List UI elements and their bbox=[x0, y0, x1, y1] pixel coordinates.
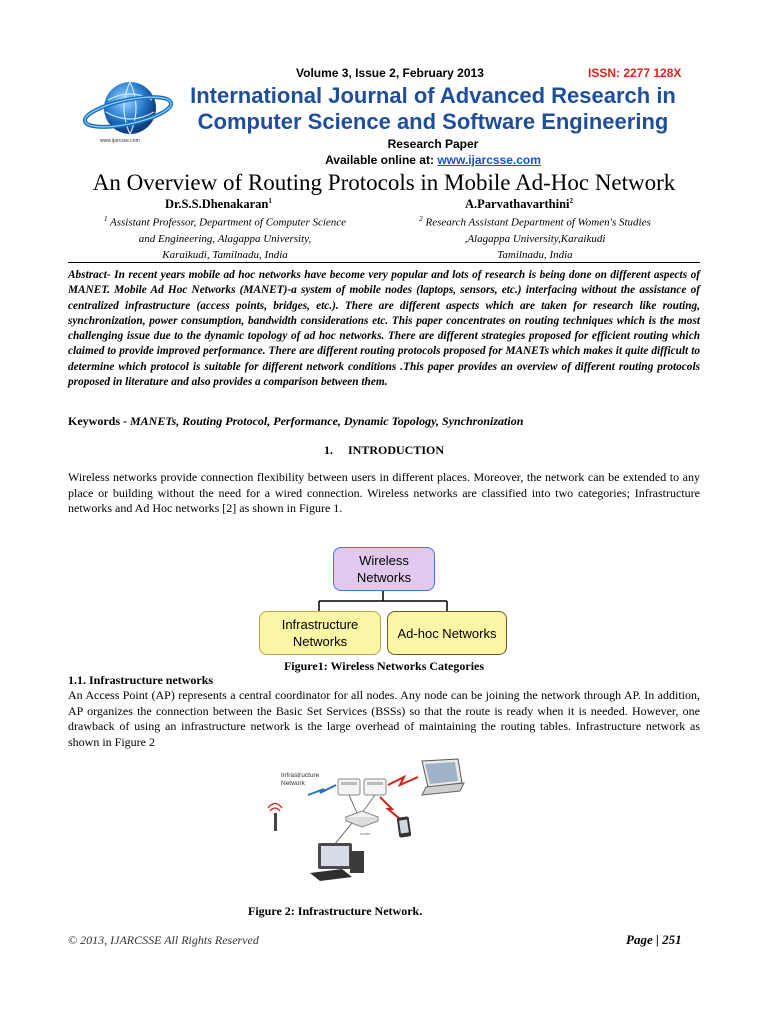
figure2-illustration bbox=[262, 755, 472, 893]
author-2-name: A.Parvathavarthini$^2$ bbox=[465, 197, 574, 212]
intro-paragraph: Wireless networks provide connection flexibility between users in different places. Moreover, the network can be extended to any place or building without the need for a wired connection. Wireless networks are classified into two categories; Infrastructure networks and Ad Hoc networks [2] as shown in Figure 1. bbox=[68, 470, 700, 515]
logo-caption: www.ijarcsse.com bbox=[100, 138, 140, 144]
lightning-link-icon bbox=[308, 785, 336, 795]
figure1-diagram bbox=[255, 545, 515, 657]
available-online bbox=[150, 153, 716, 167]
antenna-icon bbox=[268, 804, 282, 832]
figure2-caption: Figure 2: Infrastructure Network. bbox=[248, 904, 423, 918]
paper-type: Research Paper bbox=[387, 137, 479, 151]
access-point-icon bbox=[338, 779, 386, 795]
issn: ISSN: 2277 128X bbox=[588, 66, 682, 80]
laptop-icon bbox=[422, 759, 464, 795]
desktop-icon bbox=[310, 843, 364, 881]
network-drawing bbox=[262, 755, 472, 893]
paper-title: An Overview of Routing Protocols in Mobile Ad-Hoc Network bbox=[92, 170, 676, 195]
figure1-caption: Figure1: Wireless Networks Categories bbox=[283, 659, 485, 673]
adhoc-networks-box: Ad-hoc Networks bbox=[387, 611, 507, 655]
journal-title-line2: Computer Science and Software Engineering bbox=[197, 109, 669, 134]
abstract: Abstract- In recent years mobile ad hoc networks have become very popular and lots of research is being done on different aspects of MANET. Mobile Ad Hoc Networks (MANET)-a system of mobile nodes (laptops, sensors, etc.) interfacing without the assistance of centralized infrastructure (access points, bridges, etc.). There are different aspects which are taken for research like routing, synchronization, power consumption, bandwidth considerations etc. This paper concentrates on routing techniques which is the most challenging issue due to the dynamic topology of ad hoc networks. There are different strategies proposed for efficient routing which claimed to provide improved performance. There are different routing protocols proposed for MANETs which makes it quite difficult to determine which protocol is suitable for different network conditions .This paper provides an overview of different routing protocols proposed in literature and also provides a comparison between them. bbox=[68, 269, 700, 389]
infrastructure-paragraph: An Access Point (AP) represents a central coordinator for all nodes. Any node can be joining the network through AP. In addition, AP organizes the connection between the Basic Set Services (BSSs) so that the route is ready when it is needed. However, one drawback of using an infrastructure network is the large overhead of maintaining the routing tables. Infrastructure network as shown in Figure 2 bbox=[68, 688, 700, 749]
author-2-affiliation: $^2$ Research Assistant Department of Women's Studies ,Alagappa University,Karaikudi Tamilnadu, India bbox=[419, 215, 651, 261]
wireless-networks-box: Wireless Networks bbox=[333, 547, 435, 591]
available-prefix: Available online at: bbox=[325, 153, 438, 167]
lightning-link-icon bbox=[380, 797, 400, 819]
page-number: Page | 251 bbox=[626, 932, 682, 947]
tablet-icon bbox=[397, 816, 412, 837]
abstract-divider bbox=[68, 262, 700, 263]
journal-url-link[interactable]: www.ijarcsse.com bbox=[437, 153, 541, 167]
author-1-affiliation: $^1$ Assistant Professor, Department of Computer Science and Engineering, Alagappa University, Karaikudi, Tamilnadu, India bbox=[103, 215, 347, 261]
figure2-label: Infrastructure Network bbox=[281, 772, 320, 787]
keywords: Keywords - MANETs, Routing Protocol, Performance, Dynamic Topology, Synchronization bbox=[68, 414, 524, 428]
lightning-link-icon bbox=[388, 777, 418, 785]
svg-text:router: router bbox=[360, 831, 371, 836]
author-1-name: Dr.S.S.Dhenakaran$^1$ bbox=[165, 197, 272, 212]
section-heading-introduction: 1. INTRODUCTION bbox=[323, 443, 444, 457]
infrastructure-networks-box: Infrastructure Networks bbox=[259, 611, 381, 655]
journal-title-line1: International Journal of Advanced Research in bbox=[190, 83, 676, 108]
copyright-footer: © 2013, IJARCSSE All Rights Reserved bbox=[68, 933, 259, 947]
section-heading-infrastructure: 1.1. Infrastructure networks bbox=[68, 673, 214, 687]
volume-issue: Volume 3, Issue 2, February 2013 bbox=[296, 66, 484, 80]
